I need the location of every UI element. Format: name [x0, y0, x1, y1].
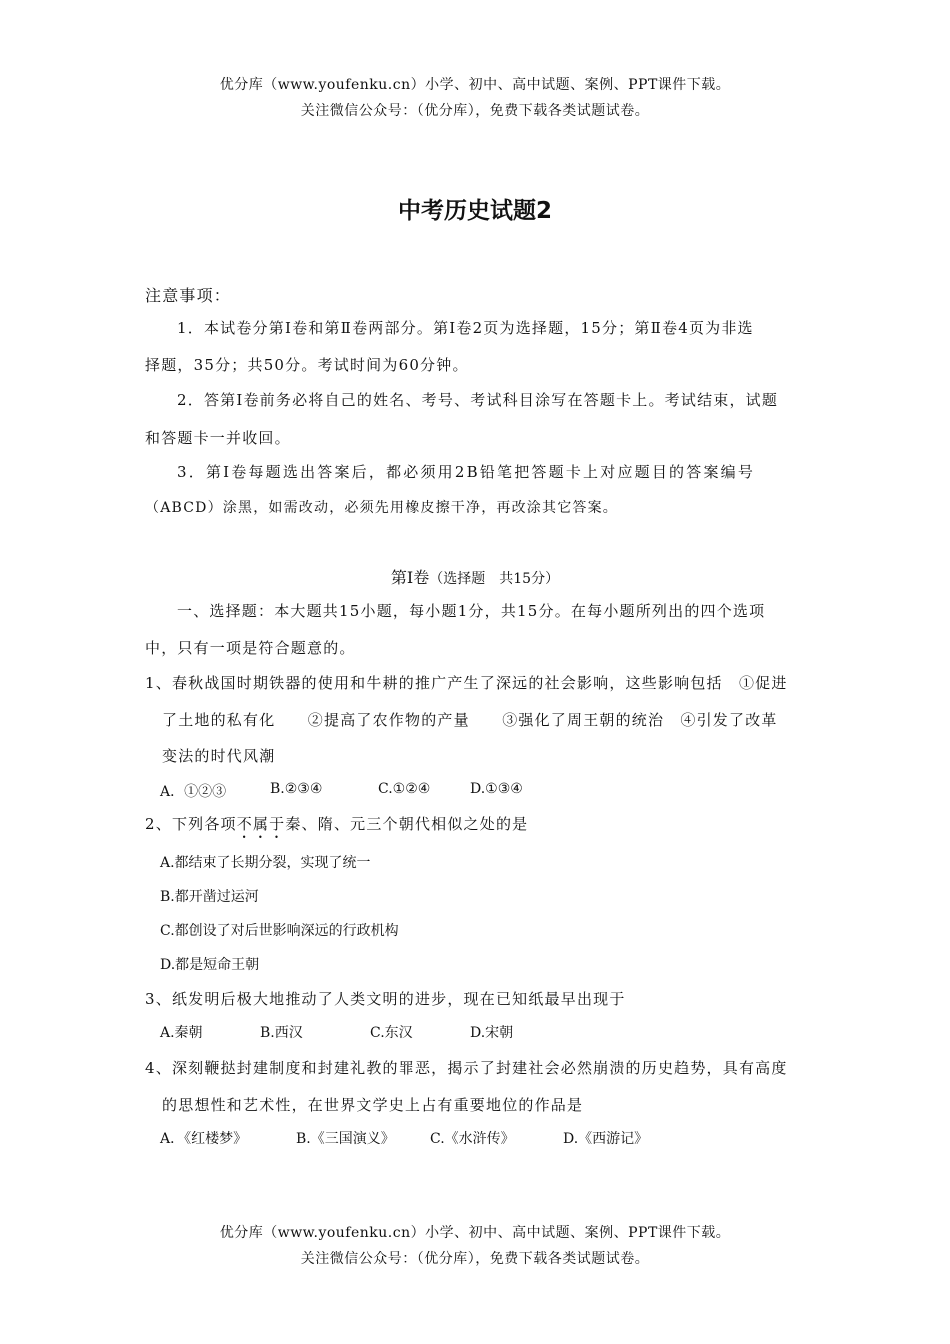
question-1-option-a: A．①②③ [160, 784, 227, 800]
question-1-option-d: D.①③④ [470, 781, 523, 797]
footer-line-2: 关注微信公众号：（优分库），免费下载各类试题试卷。 [300, 1251, 650, 1267]
question-2-option-d: D.都是短命王朝 [160, 957, 260, 973]
section-title-main: 第Ⅰ卷 [390, 568, 430, 587]
section-subtitle: （选择题 共15分） [429, 571, 560, 587]
question-1-line-3: 变法的时代风潮 [162, 747, 276, 765]
question-2-option-b: B.都开凿过运河 [160, 889, 259, 905]
question-4-option-a: A．《红楼梦》 [160, 1131, 248, 1147]
header-line-1: 优分库（www.youfenku.cn）小学、初中、高中试题、案例、PPT课件下载。 [219, 77, 731, 93]
page-title: 中考历史试题2 [397, 198, 552, 224]
question-1-line-2: 了土地的私有化 ②提高了农作物的产量 ③强化了周王朝的统治 ④引发了改革 [162, 711, 778, 729]
question-2-stem-post: 秦、隋、元三个朝代相似之处的是 [285, 815, 529, 833]
question-3-option-a: A.秦朝 [160, 1025, 203, 1041]
question-3-option-b: B.西汉 [260, 1025, 303, 1041]
question-4-option-d: D.《西游记》 [563, 1131, 649, 1147]
question-4-line-1: 4、深刻鞭挞封建制度和封建礼教的罪恶，揭示了封建社会必然崩溃的历史趋势，具有高度 [145, 1059, 788, 1077]
section-intro-line-2: 中，只有一项是符合题意的。 [145, 639, 356, 657]
question-3-option-c: C.东汉 [370, 1025, 413, 1041]
question-3-option-d: D.宋朝 [470, 1025, 514, 1041]
notice-item-3-line-2: （ABCD）涂黑，如需改动，必须先用橡皮擦干净，再改涂其它答案。 [145, 500, 618, 516]
notice-item-1-line-1: 1．本试卷分第Ⅰ卷和第Ⅱ卷两部分。第Ⅰ卷2页为选择题，15分；第Ⅱ卷4页为非选 [177, 319, 754, 337]
notice-item-3-line-1: 3．第Ⅰ卷每题选出答案后，都必须用2B铅笔把答题卡上对应题目的答案编号 [177, 463, 756, 481]
footer-line-1: 优分库（www.youfenku.cn）小学、初中、高中试题、案例、PPT课件下载。 [219, 1225, 731, 1241]
header-line-2: 关注微信公众号：（优分库），免费下载各类试题试卷。 [300, 103, 650, 119]
question-4-option-c: C.《水浒传》 [430, 1131, 515, 1147]
question-4-option-b: B.《三国演义》 [296, 1131, 395, 1147]
notice-item-2-line-2: 和答题卡一并收回。 [145, 429, 291, 447]
question-1-option-c: C.①②④ [378, 781, 431, 797]
section-intro-line-1: 一、选择题：本大题共15小题，每小题1分，共15分。在每小题所列出的四个选项 [177, 602, 766, 620]
question-1-option-b: B.②③④ [270, 781, 323, 797]
question-3-line-1: 3、纸发明后极大地推动了人类文明的进步，现在已知纸最早出现于 [145, 990, 626, 1008]
notice-item-2-line-1: 2．答第Ⅰ卷前务必将自己的姓名、考号、考试科目涂写在答题卡上。考试结束，试题 [177, 391, 779, 409]
question-2-option-c: C.都创设了对后世影响深远的行政机构 [160, 923, 399, 939]
question-4-line-2: 的思想性和艺术性，在世界文学史上占有重要地位的作品是 [162, 1096, 584, 1114]
question-2-stem-emphasis: 不属于 [236, 815, 286, 833]
question-2-option-a: A.都结束了长期分裂，实现了统一 [160, 855, 371, 871]
notice-heading: 注意事项： [145, 286, 232, 305]
section-title [0, 565, 950, 588]
notice-item-1-line-2: 择题，35分；共50分。考试时间为60分钟。 [145, 356, 469, 374]
question-2-stem [145, 813, 528, 842]
question-2-stem-pre: 2、下列各项 [145, 815, 237, 833]
question-1-line-1: 1、春秋战国时期铁器的使用和牛耕的推广产生了深远的社会影响，这些影响包括 ①促进 [145, 674, 788, 692]
